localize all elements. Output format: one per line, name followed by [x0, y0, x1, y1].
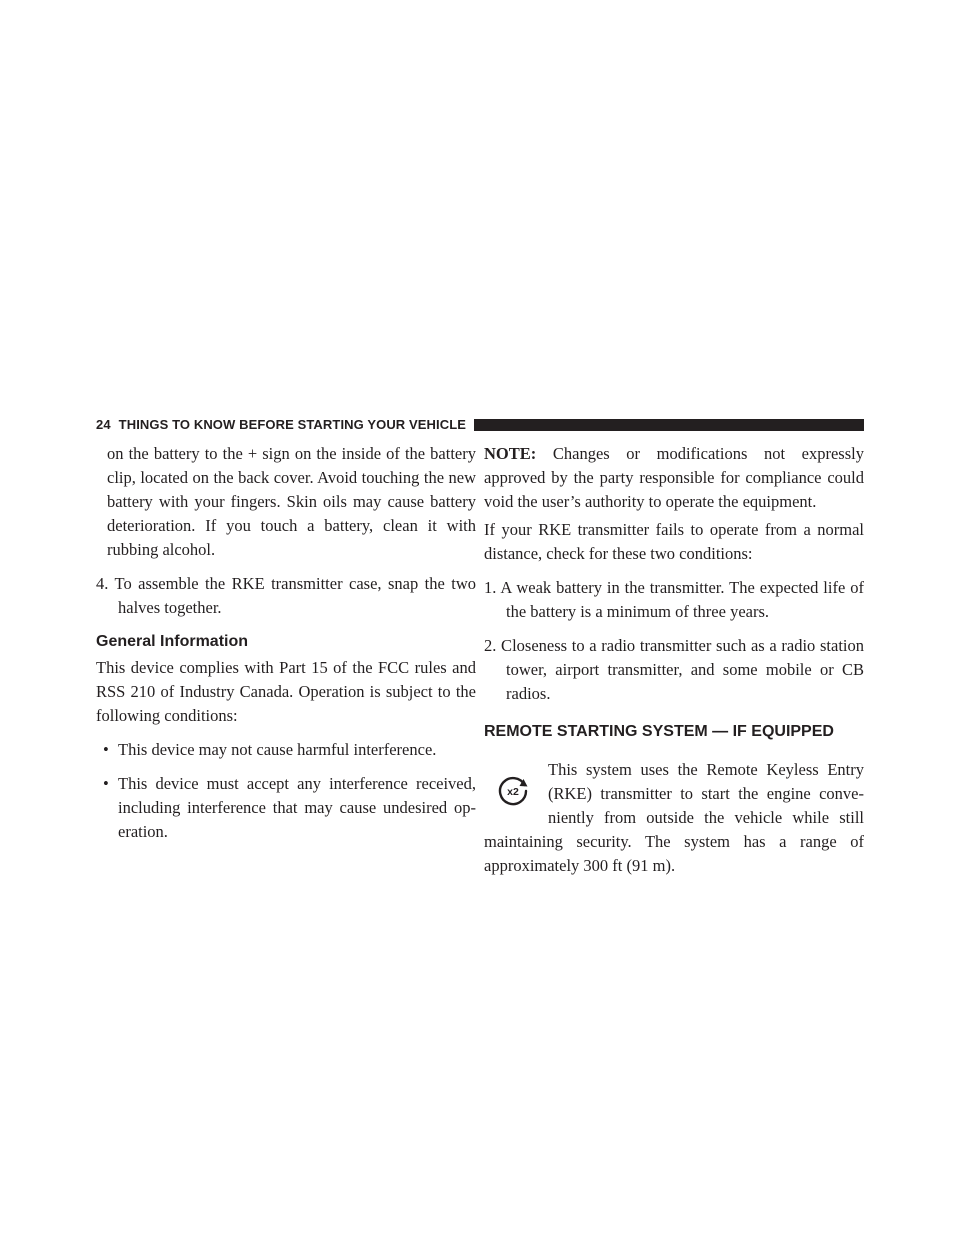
- remote-start-block: [484, 758, 864, 878]
- note-label: NOTE:: [484, 444, 537, 463]
- left-column: [96, 442, 476, 844]
- general-information-heading: General Information: [96, 633, 249, 650]
- bullet-text: This device must accept any interference received, including interference that may cause undesired op-eration.: [118, 774, 476, 841]
- list-item: [96, 738, 476, 762]
- bullet-text: This device may not cause harmful interference.: [118, 740, 437, 759]
- remote-start-icon: [484, 762, 542, 820]
- remote-start-paragraph: This system uses the Remote Keyless Entry (RKE) transmitter to start the engine conve-niently from outside the vehicle while still maintaining security. The system has a range of approximately 300 ft (91 m).: [484, 760, 864, 875]
- page-header: [96, 419, 864, 431]
- step-4: 4. To assemble the RKE transmitter case, snap the two halves together.: [96, 574, 476, 617]
- remote-start-label: x2: [507, 786, 519, 798]
- condition-item-1: 1. A weak battery in the transmitter. The expected life of the battery is a minimum of three years.: [484, 578, 864, 621]
- section-title: THINGS TO KNOW BEFORE STARTING YOUR VEHICLE: [118, 417, 467, 432]
- condition-item-2: 2. Closeness to a radio transmitter such as a radio station tower, airport transmitter, and some mobile or CB radios.: [484, 636, 864, 703]
- conditions-paragraph: If your RKE transmitter fails to operate from a normal distance, check for these two conditions:: [484, 520, 864, 563]
- list-item: [96, 772, 476, 844]
- bullet-icon: •: [103, 740, 109, 759]
- header-rule: [474, 419, 864, 431]
- note-paragraph: [484, 442, 864, 514]
- right-column: [484, 442, 864, 878]
- battery-paragraph: on the battery to the + sign on the inside of the battery clip, located on the back cover. Avoid touching the new battery with your fingers. Skin oils may cause battery deterioration. If you touch a battery, clean it with rubbing alcohol.: [107, 444, 476, 559]
- remote-starting-heading: REMOTE STARTING SYSTEM — IF EQUIPPED: [484, 723, 834, 740]
- bullet-icon: •: [103, 774, 109, 793]
- note-text: Changes or modifications not expressly approved by the party responsible for compliance could void the user’s authority to operate the equipment.: [484, 444, 864, 511]
- page-number: 24: [96, 417, 111, 432]
- fcc-intro-paragraph: This device complies with Part 15 of the FCC rules and RSS 210 of Industry Canada. Operation is subject to the following conditions:: [96, 658, 476, 725]
